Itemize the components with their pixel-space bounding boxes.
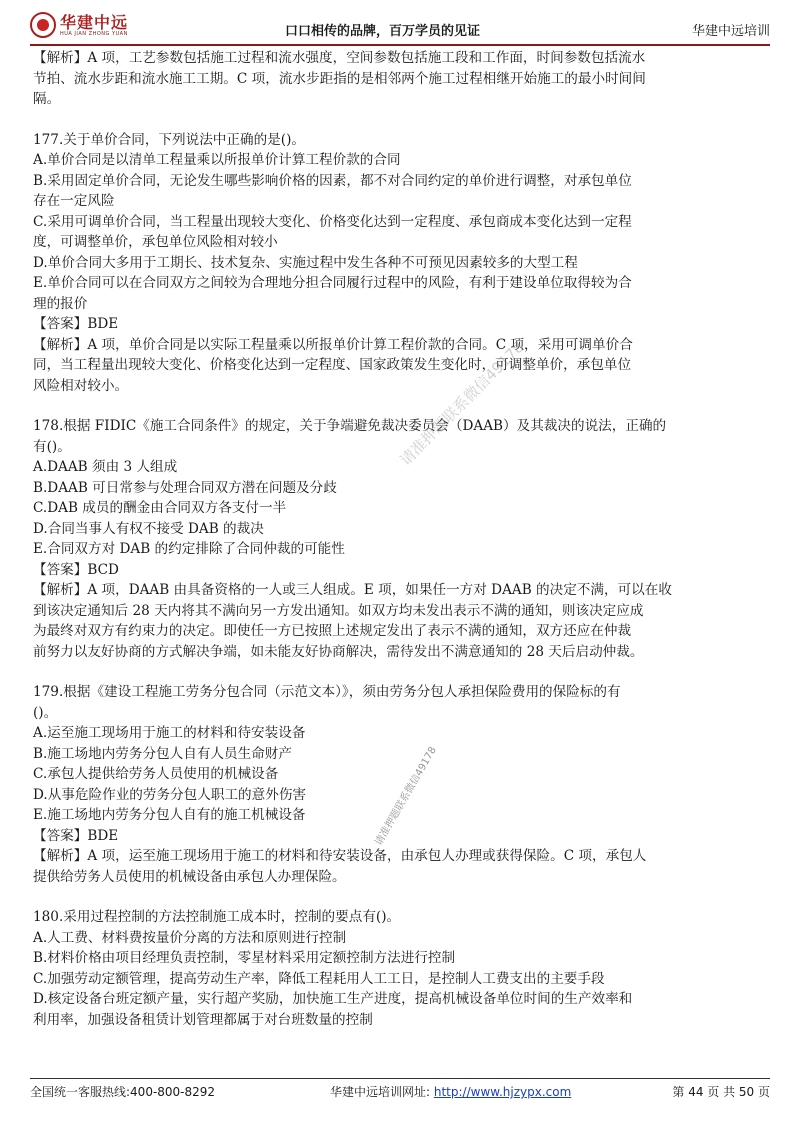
question-177 <box>33 130 768 397</box>
logo-subtitle: HUA JIAN ZHONG YUAN <box>60 31 128 37</box>
analysis-cont: 风险相对较小。 <box>33 377 129 394</box>
logo-seal-icon <box>30 12 56 38</box>
option-b-cont: 存在一定风险 <box>33 193 115 209</box>
option-e: E.合同双方对 DAB 的约定排除了合同仲裁的可能性 <box>33 541 345 557</box>
option-e-cont: 理的报价 <box>33 295 88 312</box>
footer-website-label: 华建中远培训网址: <box>330 1085 431 1099</box>
option-c: C.采用可调单价合同，当工程量出现较大变化、价格变化达到一定程度、承包商成本变化达到一定程 <box>33 213 632 230</box>
analysis: 【解析】A 项，单价合同是以实际工程量乘以所报单价计算工程价款的合同。C 项，采用可调单价合 <box>33 336 633 353</box>
option-c: C.DAB 成员的酬金由合同双方各支付一半 <box>33 500 287 516</box>
intro-analysis <box>33 48 768 110</box>
option-a: A.单价合同是以清单工程量乘以所报单价计算工程价款的合同 <box>33 152 401 168</box>
option-d: D.从事危险作业的劳务分包人职工的意外伤害 <box>33 786 307 803</box>
footer-hotline: 全国统一客服热线:400-800-8292 <box>30 1085 216 1099</box>
analysis-cont: 提供给劳务人员使用的机械设备由承包人办理保险。 <box>33 868 346 885</box>
answer: 【答案】BCD <box>33 561 119 578</box>
analysis: 【解析】A 项，DAAB 由具备资格的一人或三人组成。E 项，如果任一方对 DAAB 的决定不满，可以在收 <box>33 582 672 598</box>
option-b: B.施工场地内劳务分包人自有人员生命财产 <box>33 745 292 762</box>
option-a: A.人工费、材料费按量价分离的方法和原则进行控制 <box>33 929 347 946</box>
answer: 【答案】BDE <box>33 316 119 332</box>
option-d: D.单价合同大多用于工期长、技术复杂、实施过程中发生各种不可预见因素较多的大型工程 <box>33 254 578 271</box>
option-a: A.运至施工现场用于施工的材料和待安装设备 <box>33 725 306 741</box>
option-b: B.采用固定单价合同，无论发生哪些影响价格的因素，都不对合同约定的单价进行调整，对承包单位 <box>33 172 632 189</box>
analysis-cont: 同，当工程量出现较大变化、价格变化达到一定程度、国家政策发生变化时，可调整单价，承包单位 <box>33 357 632 373</box>
page-number: 第 44 页 共 50 页 <box>672 1085 770 1099</box>
page-footer <box>30 1078 770 1101</box>
question-stem: 179.根据《建设工程施工劳务分包合同（示范文本）》，须由劳务分包人承担保险费用的保险标的有 <box>33 684 621 700</box>
analysis-cont: 前努力以友好协商的方式解决争端，如未能友好协商解决，需待发出不满意通知的 28 天后启动仲裁。 <box>33 643 644 660</box>
option-b: B.材料价格由项目经理负责控制，零星材料采用定额控制方法进行控制 <box>33 950 456 966</box>
page-header <box>30 10 770 46</box>
question-stem: 180.采用过程控制的方法控制施工成本时，控制的要点有()。 <box>33 909 401 925</box>
question-stem: 178.根据 FIDIC《施工合同条件》的规定，关于争端避免裁决委员会（DAAB）及其裁决的说法，正确的 <box>33 418 667 434</box>
option-b: B.DAAB 可日常参与处理合同双方潜在问题及分歧 <box>33 479 337 496</box>
text-line: 隔。 <box>33 91 61 107</box>
option-e: E.施工场地内劳务分包人自有的施工机械设备 <box>33 807 306 823</box>
footer-website <box>330 1083 571 1100</box>
option-e: E.单价合同可以在合同双方之间较为合理地分担合同履行过程中的风险，有利于建设单位取得较为合 <box>33 275 632 291</box>
option-d: D.核定设备台班定额产量，实行超产奖励，加快施工生产进度，提高机械设备单位时间的生产效率和 <box>33 991 633 1007</box>
website-link[interactable]: http://www.hjzypx.com <box>433 1085 572 1099</box>
option-c: C.承包人提供给劳务人员使用的机械设备 <box>33 766 279 782</box>
logo-text: 华建中远 <box>60 13 129 32</box>
logo <box>30 10 160 44</box>
header-brand: 华建中远培训 <box>691 24 770 39</box>
option-c-cont: 度，可调整单价，承包单位风险相对较小 <box>33 234 278 250</box>
question-stem: 177.关于单价合同，下列说法中正确的是()。 <box>33 131 305 148</box>
text-line: 【解析】A 项，工艺参数包括施工过程和流水强度，空间参数包括施工段和工作面，时间参数包括流水 <box>33 50 646 66</box>
text-line: 节拍、流水步距和流水施工工期。C 项，流水步距指的是相邻两个施工过程相继开始施工的最小时间间 <box>33 70 646 87</box>
question-180 <box>33 907 768 1030</box>
option-a: A.DAAB 须由 3 人组成 <box>33 459 178 475</box>
option-d: D.合同当事人有权不接受 DAB 的裁决 <box>33 520 264 537</box>
question-stem-cont: ()。 <box>33 704 58 721</box>
analysis-cont: 为最终对双方有约束力的决定。即使任一方已按照上述规定发出了表示不满的通知，双方还应在仲裁 <box>33 623 632 639</box>
answer: 【答案】BDE <box>33 827 119 844</box>
option-d-cont: 利用率，加强设备租赁计划管理都属于对台班数量的控制 <box>33 1011 373 1028</box>
header-slogan: 口口相传的品牌，百万学员的见证 <box>285 24 481 39</box>
option-c: C.加强劳动定额管理，提高劳动生产率，降低工程耗用人工工日，是控制人工费支出的主要手段 <box>33 970 605 987</box>
question-stem-cont: 有()。 <box>33 438 71 455</box>
document-body <box>33 48 768 1030</box>
watermark: 请准押题联系微信49178 <box>373 745 439 848</box>
analysis: 【解析】A 项，运至施工现场用于施工的材料和待安装设备，由承包人办理或获得保险。C 项，承包人 <box>33 848 647 864</box>
watermark: 请准押题联系微信49178 <box>396 337 528 470</box>
analysis-cont: 到该决定通知后 28 天内将其不满向另一方发出通知。如双方均未发出表示不满的通知，则该决定应成 <box>33 602 644 619</box>
